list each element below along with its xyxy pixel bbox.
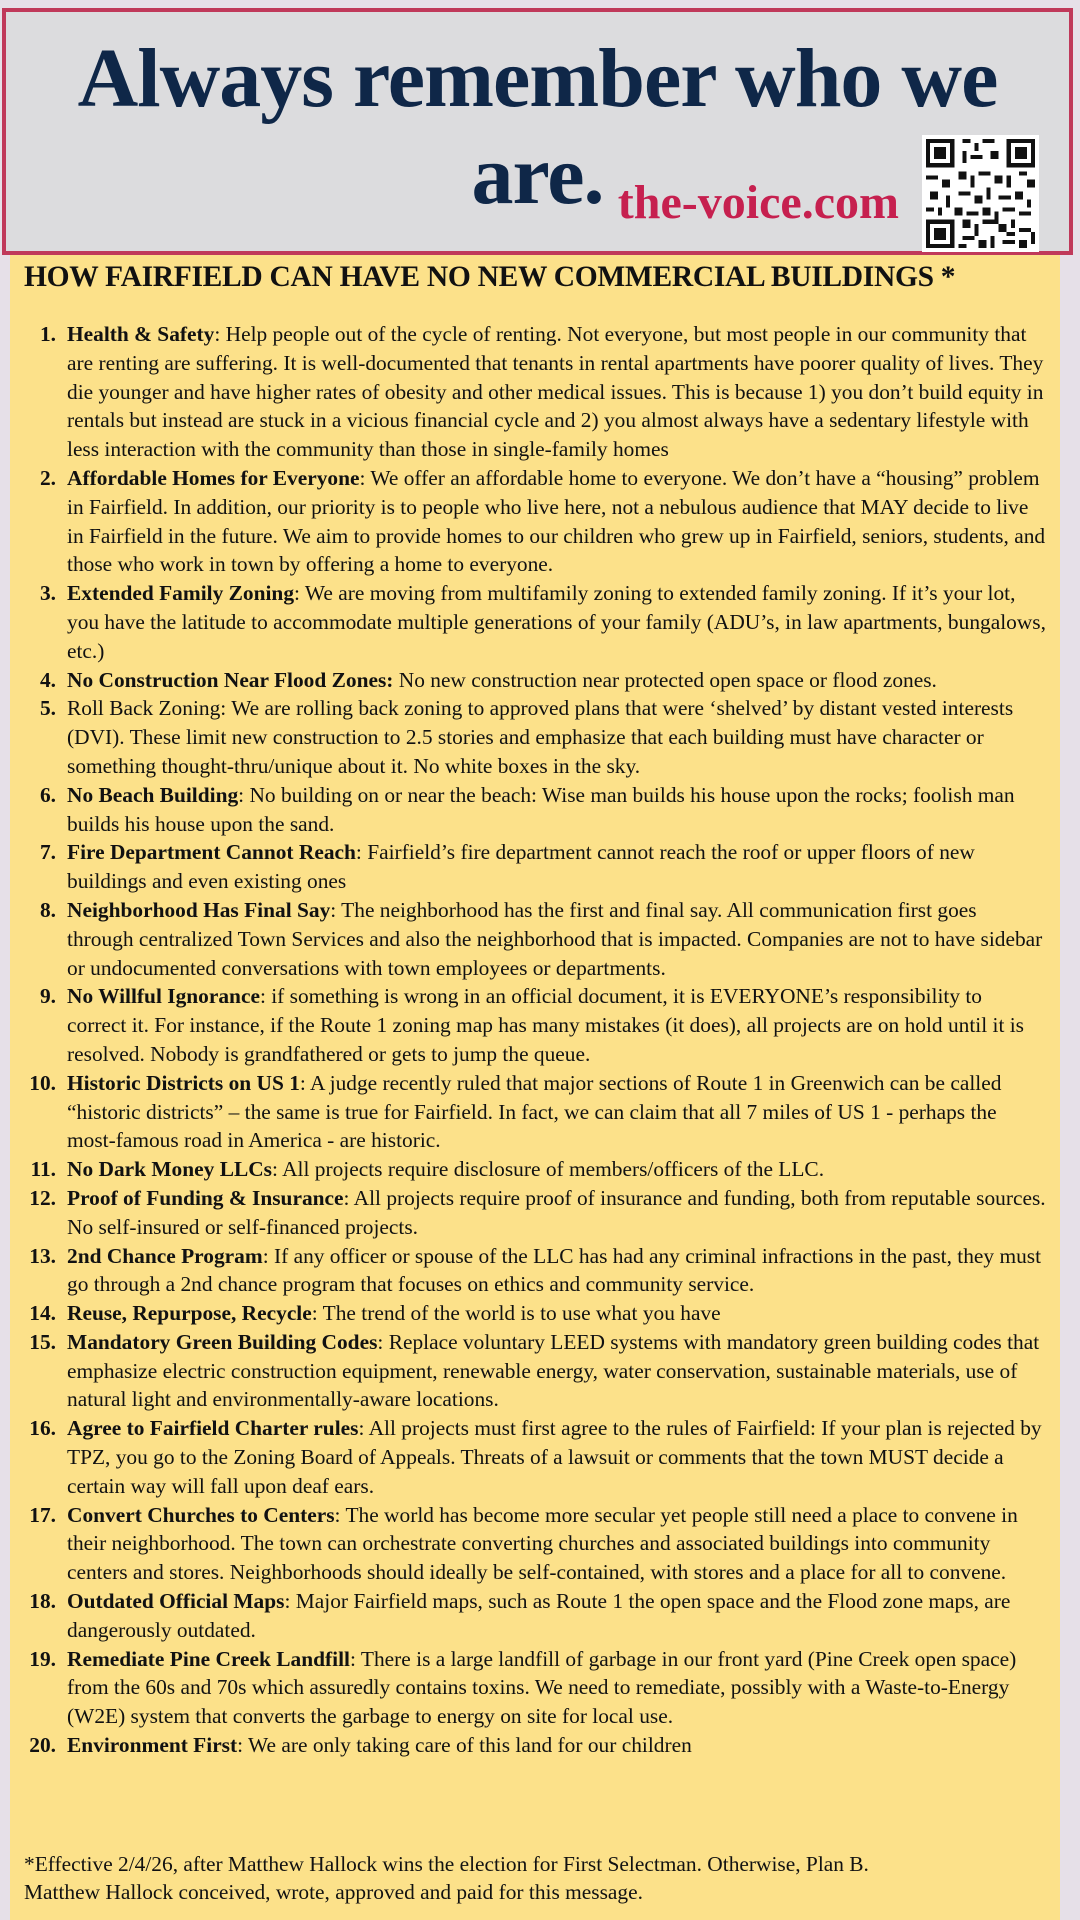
item-title: No Dark Money LLCs xyxy=(67,1157,272,1182)
item-title: Convert Churches to Centers xyxy=(67,1502,335,1527)
item-text: : All projects require disclosure of members/officers of the LLC. xyxy=(272,1157,825,1182)
list-item xyxy=(24,1414,1046,1500)
item-title: Neighborhood Has Final Say xyxy=(67,897,331,922)
item-text: : We are moving from multifamily zoning to extended family zoning. If it’s your lot, you have the latitude to accommodate multiple generations of your family (ADU’s, in law apartments, bungalows, etc.) xyxy=(67,581,1046,663)
list-item xyxy=(24,896,1046,982)
item-title: Fire Department Cannot Reach xyxy=(67,840,356,865)
item-text: : There is a large landfill of garbage in our front yard (Pine Creek open space) from the 60s and 70s which assuredly contains toxins. We need to remediate, possibly with a Waste-to-Energy (W2E) system that converts the garbage to energy on site for local use. xyxy=(67,1646,1017,1729)
item-title: 2nd Chance Program xyxy=(67,1243,263,1268)
list-item xyxy=(24,1069,1046,1155)
item-title: Health & Safety xyxy=(67,322,215,346)
item-text: : Replace voluntary LEED systems with mandatory green building codes that emphasize electric construction equipment, renewable energy, water conservation, sustainable materials, use of natural light and environmentally-aware locations. xyxy=(67,1329,1040,1412)
item-text: No new construction near protected open space or flood zones. xyxy=(393,667,937,692)
item-text: : The world has become more secular yet people still need a place to convene in their neighborhood. The town can orchestrate converting churches and associated buildings into community centers and stores. Neighborhoods should ideally be self-contained, with stores and a place for all to convene. xyxy=(67,1502,1018,1585)
item-number: 6. xyxy=(39,782,56,807)
item-title: Extended Family Zoning xyxy=(67,581,295,606)
item-number: 9. xyxy=(39,984,56,1009)
footer xyxy=(24,1850,1046,1906)
item-title: No Beach Building xyxy=(67,782,239,807)
item-text: : Fairfield’s fire department cannot reach the roof or upper floors of new buildings and even existing ones xyxy=(67,840,975,894)
paid-for-disclaimer: Matthew Hallock conceived, wrote, approved and paid for this message. xyxy=(24,1880,643,1904)
item-title: Outdated Official Maps xyxy=(67,1589,285,1614)
item-text: : Help people out of the cycle of renting. Not everyone, but most people in our community that are renting are suffering. It is well-documented that tenants in rental apartments have poorer quality of lives. They die younger and have higher rates of obesity and other medical issues. This is because 1) you don’t build equity in rentals but instead are stuck in a vicious financial cycle and 2) you almost always have a sedentary lifestyle with less interaction with the community than those in single-family homes xyxy=(67,322,1044,462)
list-item xyxy=(24,666,1046,695)
list-item xyxy=(24,464,1046,579)
item-text: : The neighborhood has the first and final say. All communication first goes through centralized Town Services and also the neighborhood that is impacted. Companies are not to have sidebar or undocumented conversations with town employees or departments. xyxy=(67,897,1043,980)
list-item xyxy=(24,1242,1046,1300)
item-number: 20. xyxy=(29,1733,56,1758)
item-number: 8. xyxy=(39,897,56,922)
slogan: Always remember who we are. xyxy=(77,32,998,222)
item-number: 16. xyxy=(29,1416,56,1441)
list-item xyxy=(24,1299,1046,1328)
item-text: : All projects must first agree to the rules of Fairfield: If your plan is rejected by TPZ, you go to the Zoning Board of Appeals. Threats of a lawsuit or comments that the town MUST decide a certain way will fall upon deaf ears. xyxy=(67,1416,1042,1498)
item-number: 5. xyxy=(39,696,56,721)
item-number: 17. xyxy=(29,1502,56,1527)
item-title: No Willful Ignorance xyxy=(67,984,260,1009)
item-number: 19. xyxy=(29,1646,56,1671)
item-number: 13. xyxy=(29,1243,56,1268)
list-item xyxy=(24,1501,1046,1587)
item-text: : All projects require proof of insurance and funding, both from reputable sources. No self-insured or self-financed projects. xyxy=(67,1185,1046,1239)
item-text: : if something is wrong in an official document, it is EVERYONE’s responsibility to correct it. For instance, if the Route 1 zoning map has many mistakes (it does), all projects are on hold until it is resolved. Nobody is grandfathered or gets to jump the queue. xyxy=(67,984,1025,1066)
item-text: : We are only taking care of this land for our children xyxy=(237,1733,692,1758)
item-title: Mandatory Green Building Codes xyxy=(67,1329,378,1354)
item-number: 14. xyxy=(29,1301,56,1326)
item-number: 7. xyxy=(39,840,56,865)
list-item xyxy=(24,1587,1046,1645)
item-title: Proof of Funding & Insurance xyxy=(67,1185,344,1210)
item-number: 3. xyxy=(39,581,56,606)
footer-note: *Effective 2/4/26, after Matthew Hallock wins the election for First Selectman. Otherwise, Plan B. xyxy=(24,1852,869,1876)
document-heading: HOW FAIRFIELD CAN HAVE NO NEW COMMERCIAL BUILDINGS * xyxy=(24,261,956,293)
item-text: : We offer an affordable home to everyone. We don’t have a “housing” problem in Fairfield. In addition, our priority is to people who live here, not a nebulous audience that MAY decide to live in Fairfield in the future. We aim to provide homes to our children who grew up in Fairfield, seniors, students, and those who work in town by offering a home to everyone. xyxy=(67,465,1046,577)
item-number: 2. xyxy=(39,465,56,490)
item-text: : If any officer or spouse of the LLC has had any criminal infractions in the past, they must go through a 2nd chance program that focuses on ethics and community service. xyxy=(67,1243,1042,1297)
document-body xyxy=(10,255,1060,1920)
list-item xyxy=(24,1328,1046,1414)
banner xyxy=(2,8,1073,255)
list-item xyxy=(24,579,1046,665)
item-text: : No building on or near the beach: Wise man builds his house upon the rocks; foolish man builds his house upon the sand. xyxy=(67,782,1015,836)
item-text: Roll Back Zoning: We are rolling back zoning to approved plans that were ‘shelved’ by distant vested interests (DVI). These limit new construction to 2.5 stories and emphasize that each building must have character or something thought-thru/unique about it. No white boxes in the sky. xyxy=(67,696,1014,778)
item-number: 12. xyxy=(29,1185,56,1210)
list-item xyxy=(24,320,1046,464)
list-item xyxy=(24,1731,1046,1760)
item-number: 10. xyxy=(29,1070,56,1095)
item-title: Reuse, Repurpose, Recycle xyxy=(67,1301,312,1326)
list-item xyxy=(24,781,1046,839)
list-item xyxy=(24,1184,1046,1242)
list-item xyxy=(24,1155,1046,1184)
item-title: No Construction Near Flood Zones: xyxy=(67,667,394,692)
list-item xyxy=(24,694,1046,780)
item-title: Remediate Pine Creek Landfill xyxy=(67,1646,350,1671)
item-number: 4. xyxy=(39,667,56,692)
item-number: 11. xyxy=(30,1157,56,1182)
item-title: Affordable Homes for Everyone xyxy=(67,465,360,490)
list-item xyxy=(24,1645,1046,1731)
item-title: Agree to Fairfield Charter rules xyxy=(67,1416,359,1441)
website-url[interactable]: the-voice.com xyxy=(617,176,899,229)
list-item xyxy=(24,838,1046,896)
item-text: : Major Fairfield maps, such as Route 1 the open space and the Flood zone maps, are dangerously outdated. xyxy=(67,1589,1011,1642)
item-text: : A judge recently ruled that major sections of Route 1 in Greenwich can be called “historic districts” – the same is true for Fairfield. In fact, we can claim that all 7 miles of US 1 - perhaps the most-famous road in America - are historic. xyxy=(67,1070,1002,1153)
item-title: Environment First xyxy=(67,1733,238,1758)
list-item xyxy=(24,982,1046,1068)
qr-code-icon[interactable] xyxy=(922,135,1039,252)
item-title: Historic Districts on US 1 xyxy=(67,1070,300,1095)
item-number: 1. xyxy=(39,322,56,346)
item-number: 18. xyxy=(29,1589,56,1614)
item-text: : The trend of the world is to use what you have xyxy=(311,1301,721,1326)
item-number: 15. xyxy=(29,1329,56,1354)
platform-list xyxy=(24,320,1046,1760)
